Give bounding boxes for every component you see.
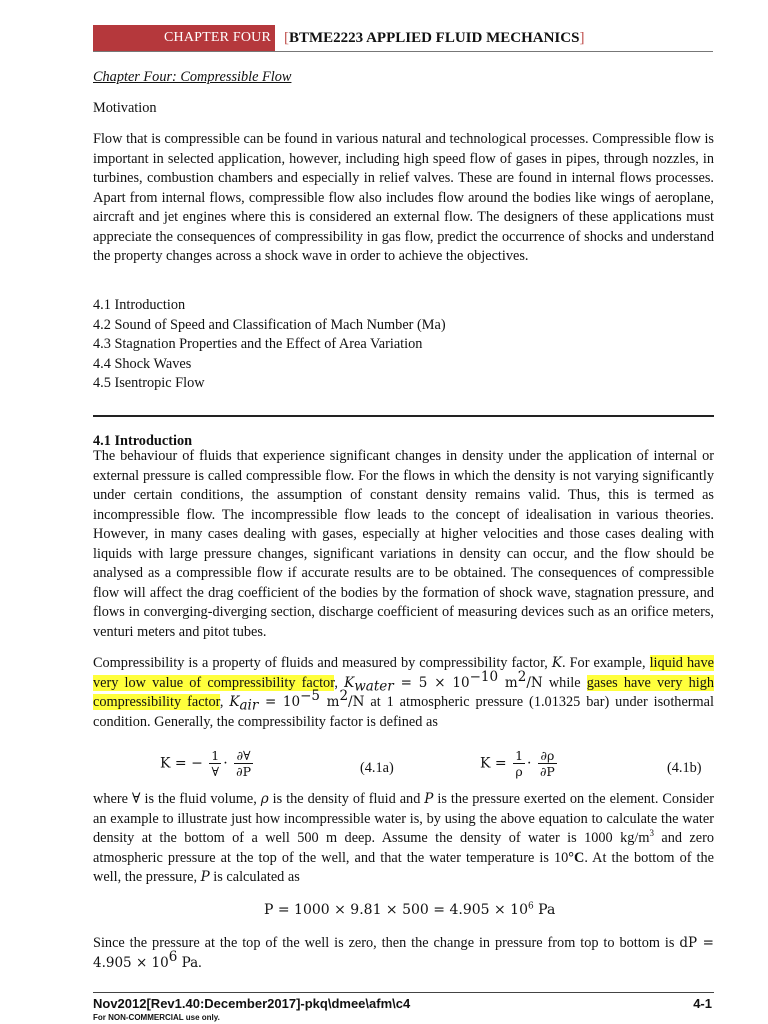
course-title: [BTME2223 APPLIED FLUID MECHANICS] [284,30,585,46]
equation-lhs: K = − [160,755,203,772]
text-run: Compressibility is a property of fluids and measured by compressibility factor, [93,655,552,671]
exponent: 2 [517,668,527,685]
numerator: ∂∀ [234,748,253,764]
footer-revision: Nov2012[Rev1.40:December2017]-pkq\dmee\afm\c4 [93,996,411,1011]
math-value: = 10 [258,694,301,710]
section-list-item: 4.1 Introduction [93,297,186,313]
chapter-title: Chapter Four: Compressible Flow [93,69,292,85]
text-run: while [542,674,587,691]
text-run: is the density of fluid and [268,791,425,807]
unit: Pa [177,954,199,971]
temperature-unit: °C [568,849,585,866]
equation-number-4-1b: (4.1b) [667,760,702,776]
exponent: 6 [528,901,534,912]
exponent: 2 [339,688,349,705]
unit: m [320,694,340,710]
intro-paragraph: The behaviour of fluids that experience significant changes in density under the application of internal or external pressure is called compressible flow. For the flows in which the density is not varying significantly under certain conditions, the assumption of constant density remains valid. Thus, this is termed as incompressible flow. The incompressible flow leads to the concept of idealisation in various theories. However, in many cases dealing with gases, especially at higher velocities and those cases dealing with liquids with large pressure changes, significant variations in density can occur, and the flow should be analysed as a compressible flow if accurate results are to be obtained. The consequences of compressible flow will affect the drag coefficient of the bodies by the formation of shock wave, stagnation pressure, and flows in converging-diverging section, discharge coefficient of measuring devices such as an orifice meters, venturi meters and pitot tubes. [93,448,714,640]
highlighted-text: liquid have very low value of compressibility factor [93,655,714,691]
multiply-dot: · [223,755,228,772]
equation-4-1a [160,748,255,779]
math-symbol: K [551,655,562,671]
unit: Pa [533,902,556,918]
denominator: ∀ [211,764,220,779]
exponent: −10 [469,668,499,685]
k-water-symbol [344,674,394,695]
fraction [209,748,221,779]
motivation-heading: Motivation [93,100,157,116]
multiply-dot: · [527,755,532,772]
text-run: is the pressure exerted on the element. Consider an example to illustrate just how incompressible water is, by using the above equation to calculate the water density at the bottom of a well 500 m deep. Assume the density of water is 1000 kg/m [93,791,714,846]
text-run: where ∀ is the fluid volume, [93,791,261,807]
equation-lhs: K = [480,755,507,772]
numerator: 1 [211,748,220,763]
subscript: air [239,697,259,714]
text-run: and zero atmospheric pressure at the top of the well, and that the water temperature is 10 [93,830,714,866]
k-air-symbol [229,694,259,714]
motivation-paragraph: Flow that is compressible can be found in various natural and technological processes. Compressible flow is important in selected application, however, including high speed flow of gases in pipes, through nozzles, in turbines, combustion chambers and especially in relief valves. These are found in internal flows processes. Apart from internal flows, compressible flow also includes flow around the bodies like wings of aeroplane, aircraft and jet engines where this is considered an external flow. The designers of these applications must appreciate the consequences of compressibility in gas flow, predict the occurrence of shocks and understand the property changes across a shock wave in order to achieve the objectives. [93,131,714,264]
section-heading: 4.1 Introduction [93,433,193,449]
math-symbol: K [229,694,240,710]
math-symbol: K [344,674,355,691]
unit: /N [526,674,543,691]
math-value: dP = 4.905 × 10 [93,935,714,971]
text-run: , [219,694,230,710]
compressibility-paragraph [93,654,714,732]
section-list-item: 4.4 Shock Waves [93,355,192,372]
section-list-item: 4.3 Stagnation Properties and the Effect of Area Variation [93,336,423,352]
equation-body: P = 1000 × 9.81 × 500 = 4.905 × 10 [264,902,528,918]
highlighted-text: gases have very high compressibility factor [93,674,714,710]
unit: m [498,674,518,691]
footer-divider [93,992,714,993]
text-run: , [334,674,345,691]
course-title-text: BTME2223 APPLIED FLUID MECHANICS [289,30,580,46]
text-run: at 1 atmospheric pressure (1.01325 bar) under isothermal condition. Generally, the compressibility factor is defined as [93,694,715,730]
exponent: 3 [649,828,654,839]
math-symbol: P [424,791,434,807]
text-run: . At the bottom of the well, the pressure, [93,849,715,885]
chapter-header-label: CHAPTER FOUR [93,25,275,51]
numerator: 1 [515,748,524,763]
unit: /N [348,694,365,710]
text-run: . [198,954,202,971]
subscript: water [354,678,394,695]
denominator: ∂P [539,764,555,779]
text-run: . For example, [561,655,650,671]
text-run: Since the pressure at the top of the well is zero, then the change in pressure from top to bottom is [93,935,680,951]
pressure-equation [264,902,555,918]
exponent: 6 [168,948,178,965]
page-number: 4-1 [693,996,712,1011]
math-symbol: ρ [260,791,269,807]
exponent: −5 [300,688,320,705]
numerator: ∂ρ [538,748,557,764]
conclusion-paragraph [93,934,714,973]
section-list [93,296,714,394]
equation-4-1b [480,748,559,779]
denominator: ∂P [236,764,252,779]
fraction [513,748,525,779]
example-paragraph [93,790,714,888]
denominator: ρ [515,764,523,779]
fraction [538,748,557,779]
math-value: = 5 × 10 [393,674,470,691]
header-divider [93,51,713,52]
fraction [234,748,253,779]
section-divider [93,415,714,417]
text-run: is calculated as [209,869,300,885]
section-list-item: 4.2 Sound of Speed and Classification of Mach Number (Ma) [93,316,446,333]
math-symbol: P [200,869,210,885]
equation-number-4-1a: (4.1a) [360,760,394,776]
usage-note: For NON-COMMERCIAL use only. [93,1013,220,1022]
section-list-item: 4.5 Isentropic Flow [93,375,205,391]
